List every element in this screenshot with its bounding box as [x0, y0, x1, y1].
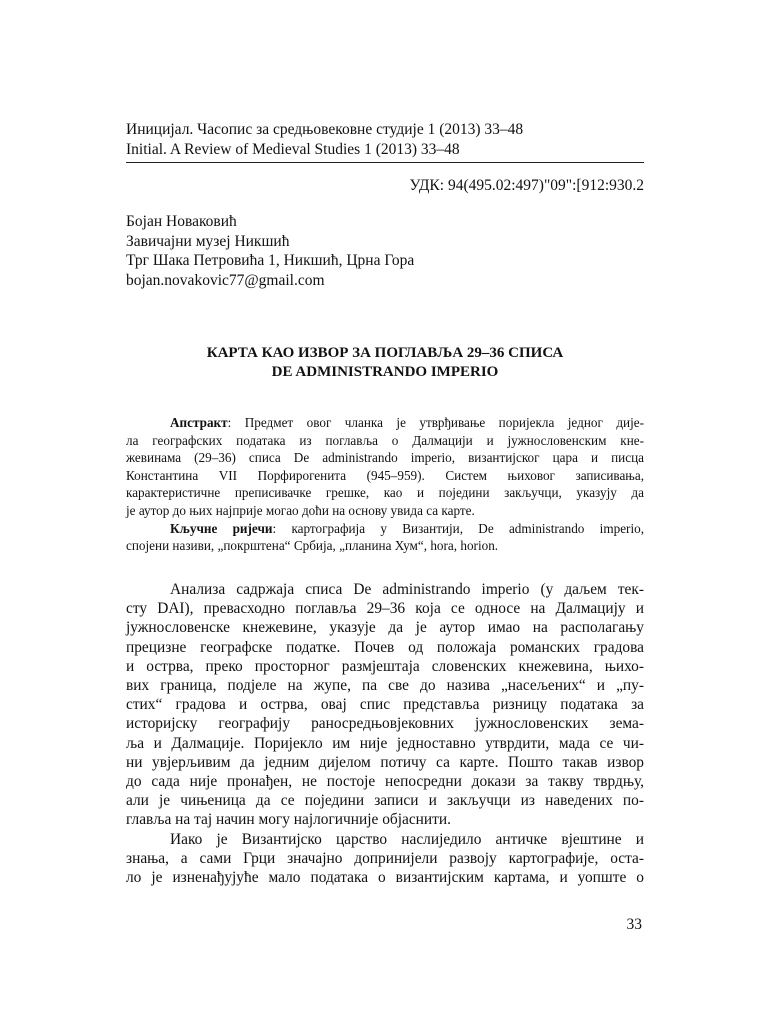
article-title	[126, 344, 644, 382]
keywords-label: Кључне ријечи	[170, 520, 273, 536]
body-line: вих граница, подјеле на жупе, па све до назива „насељених“ и „пу-	[126, 677, 644, 695]
abstract-line: карактеристичне преписивачке грешке, као и поједини закључци, указују да	[126, 485, 644, 501]
udk-code: УДК: 94(495.02:497)"09":[912:930.2	[409, 177, 644, 194]
journal-citation-serbian: Иницијал. Часопис за средњовековне студије 1 (2013) 33–48	[126, 121, 524, 138]
journal-header	[126, 120, 646, 160]
author-address: Трг Шака Петровића 1, Никшић, Црна Гора	[126, 252, 415, 269]
keywords-line: спојени називи, „покрштена“ Србија, „планина Хум“, hora, horion.	[126, 538, 499, 554]
body-line: историјску географију раносредњовјековних јужнословенских зема-	[126, 715, 644, 733]
abstract-line: је аутор до њих најприје могао доћи на основу увида са карте.	[126, 502, 475, 518]
body-line: до сада није пронађен, не постоје непосредни докази за такву тврдњу,	[126, 773, 644, 791]
header-rule	[126, 162, 644, 163]
page-number: 33	[626, 916, 642, 933]
body-line: јужнословенске кнежевине, указује да је аутор имао на располагању	[126, 619, 644, 637]
body-line: знања, а сами Грци значајно допринијели развоју картографије, оста-	[126, 849, 644, 867]
author-name: Бојан Новаковић	[126, 213, 237, 230]
keywords-line: Кључне ријечи: картографија у Византији, De administrando imperio,	[170, 520, 644, 536]
abstract-line: Апстракт: Предмет овог чланка је утврђивање поријекла једног дије-	[170, 415, 644, 430]
abstract-label: Апстракт	[170, 415, 228, 430]
body-line: али је чињеница да се поједини записи и закључци из наведених по-	[126, 792, 644, 810]
body-text	[126, 580, 644, 887]
author-institution: Завичајни музеј Никшић	[126, 232, 290, 250]
author-block	[126, 212, 646, 290]
body-line: прецизне географске податке. Почев од положаја романских градова	[126, 638, 644, 656]
author-email: bojan.novakovic77@gmail.com	[126, 271, 325, 289]
body-line: ља и Далмације. Поријекло им није једноставно утврдити, мада се чи-	[126, 734, 644, 752]
abstract-line: жевинама (29–36) списа De administrando imperio, византијског цара и писца	[126, 450, 644, 466]
title-line: КАРТА КАО ИЗВОР ЗА ПОГЛАВЉА 29–36 СПИСА	[206, 345, 564, 361]
body-line: Анализа садржаја списа De administrando imperio (у даљем тек-	[170, 581, 644, 598]
body-line: ни увјерљивим да једним дијелом потичу са карте. Пошто такав извор	[126, 753, 644, 771]
body-line: стих“ градова и острва, овај спис представља ризницу података за	[126, 696, 644, 714]
abstract-block	[126, 414, 644, 555]
abstract-line: Константина VII Порфирогенита (945–959). Систем њиховог записивања,	[126, 467, 644, 483]
body-line: сту DAI), превасходно поглавља 29–36 која се односе на Далмацију и	[126, 600, 644, 618]
body-line: Иако је Византијско царство наслиједило античке вјештине и	[170, 830, 644, 848]
title-line: DE ADMINISTRANDO IMPERIO	[271, 364, 499, 380]
body-line: и острва, преко просторног размјештаја словенских кнежевина, њихо-	[126, 657, 644, 675]
body-line: ло је изненађујуће мало података о византијским картама, и уопште о	[126, 869, 644, 887]
body-line: главља на тај начин могу најлогичније објаснити.	[126, 811, 451, 829]
abstract-line: ла географских података из поглавља о Далмацији и јужнословенским кне-	[126, 432, 644, 448]
journal-citation-english: Initial. A Review of Medieval Studies 1 (2013) 33–48	[126, 141, 460, 158]
